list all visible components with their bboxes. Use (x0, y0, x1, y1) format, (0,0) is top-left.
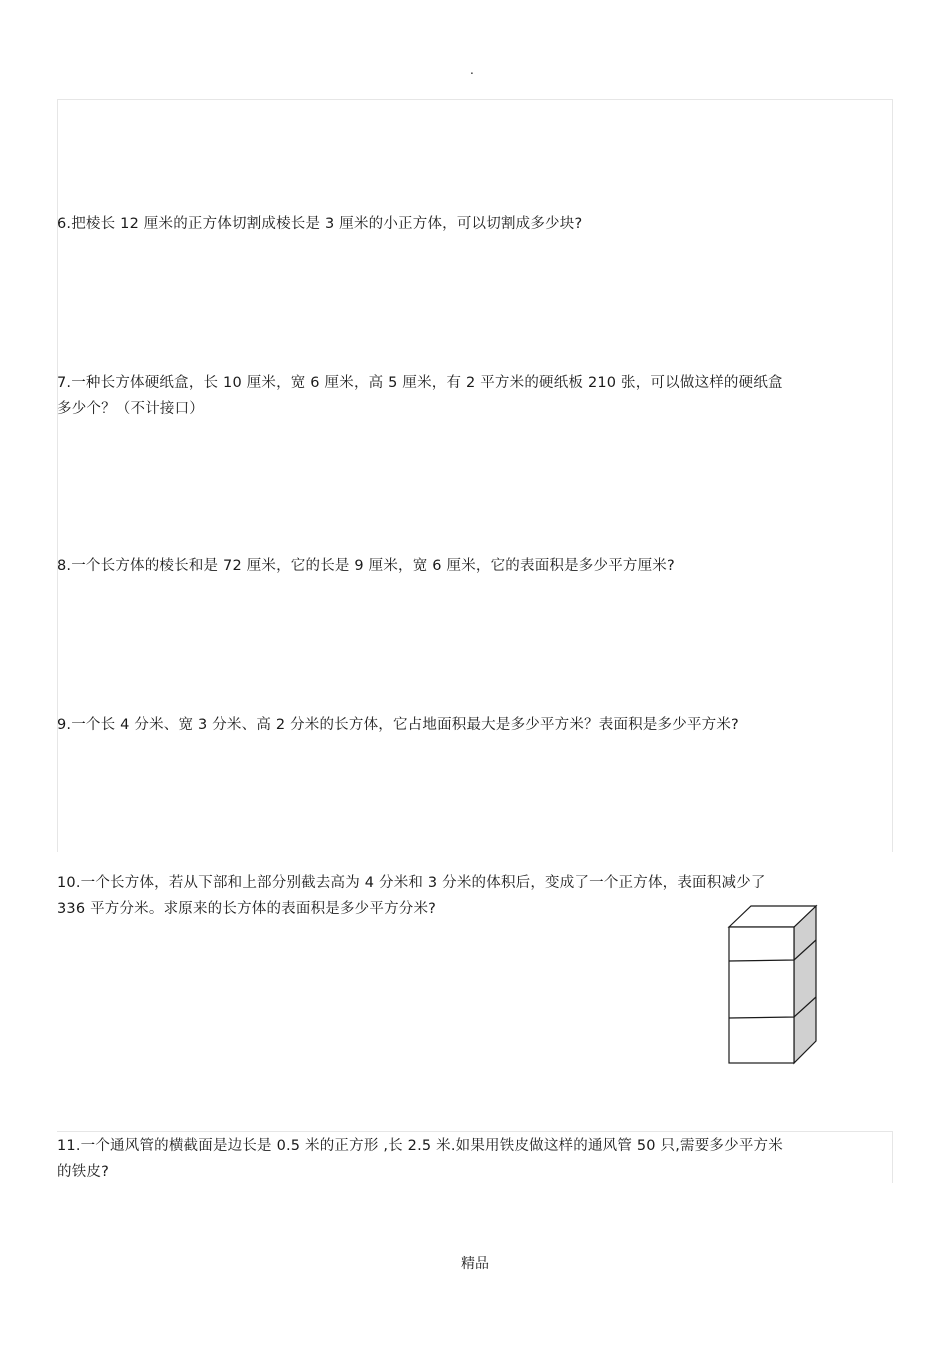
cuboid-front-face (729, 927, 794, 1063)
question-11-line-1: 11.一个通风管的横截面是边长是 0.5 米的正方形 ,长 2.5 米.如果用铁皮做这样的通风管 50 只,需要多少平方米 (57, 1138, 783, 1154)
question-8-line-1: 8.一个长方体的棱长和是 72 厘米，它的长是 9 厘米，宽 6 厘米，它的表面积是多少平方厘米? (57, 558, 675, 574)
question-8 (57, 553, 872, 579)
question-7-line-1: 7.一种长方体硬纸盒，长 10 厘米，宽 6 厘米，高 5 厘米，有 2 平方米的硬纸板 210 张，可以做这样的硬纸盒 (57, 375, 783, 391)
question-9-line-1: 9.一个长 4 分米、宽 3 分米、高 2 分米的长方体，它占地面积最大是多少平方米？表面积是多少平方米? (57, 717, 739, 733)
question-7-line-2: 多少个？（不计接口） (57, 401, 204, 417)
question-10-line-1: 10.一个长方体，若从下部和上部分别截去高为 4 分米和 3 分米的体积后，变成了一个正方体，表面积减少了 (57, 875, 766, 891)
stacked-cuboid-figure-icon (720, 898, 830, 1070)
header-mark: . (470, 63, 474, 77)
question-11-line-2: 的铁皮? (57, 1164, 109, 1180)
frame-lower-right-line (892, 1131, 893, 1183)
question-10-line-2: 336 平方分米。求原来的长方体的表面积是多少平方分米? (57, 901, 437, 917)
question-7 (57, 370, 872, 422)
cuboid-side-face (794, 906, 816, 1063)
frame-top-line (57, 99, 893, 100)
question-9 (57, 712, 872, 738)
question-11 (57, 1133, 872, 1185)
frame-right-line (892, 99, 893, 852)
frame-lower-top-line (57, 1131, 893, 1132)
question-6 (57, 211, 872, 237)
question-6-line-1: 6.把棱长 12 厘米的正方体切割成棱长是 3 厘米的小正方体，可以切割成多少块? (57, 216, 583, 232)
footer-label: 精品 (461, 1256, 489, 1272)
